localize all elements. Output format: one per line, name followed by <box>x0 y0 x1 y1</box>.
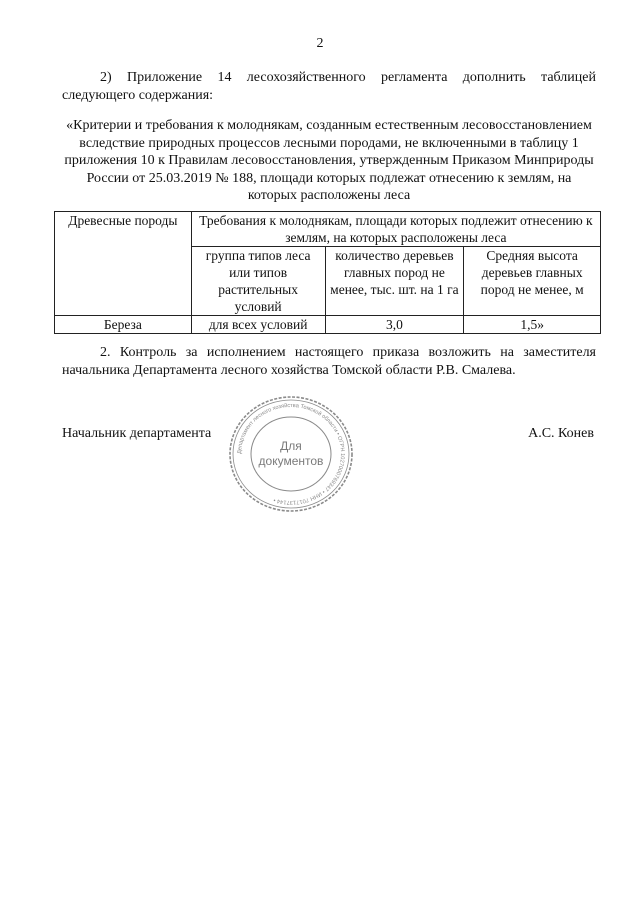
table-header-row <box>55 212 601 247</box>
subheader-mean-height: Средняя высота деревьев главных пород не менее, м <box>464 247 601 316</box>
subheader-tree-count: количество деревьев главных пород не менее, тыс. шт. на 1 га <box>325 247 464 316</box>
official-stamp <box>228 395 354 513</box>
cell-group: для всех условий <box>191 316 325 334</box>
item-2-paragraph <box>62 344 596 379</box>
stamp-center-line2: документов <box>258 454 324 468</box>
item-2-text: 2. Контроль за исполнением настоящего приказа возложить на заместителя начальника Департамента лесного хозяйства Томской области Р.В. Смалева. <box>62 345 596 378</box>
signer-title: Начальник департамента <box>62 426 212 441</box>
header-species: Древесные породы <box>55 212 192 316</box>
page-number: 2 <box>316 36 324 51</box>
requirements-table <box>54 211 601 334</box>
stamp-center-line1: Для <box>280 439 302 453</box>
item-1-paragraph <box>62 69 596 104</box>
stamp-ring-text: Департамент лесного хозяйства Томской области • ОГРН 1027000769347 • ИНН 7017137144 • <box>236 402 346 506</box>
header-requirements: Требования к молоднякам, площади которых подлежит отнесению к землям, на которых расположены леса <box>191 212 600 247</box>
subheader-forest-group: группа типов леса или типов растительных условий <box>191 247 325 316</box>
signer-name: А.С. Конев <box>528 426 594 441</box>
cell-count: 3,0 <box>325 316 464 334</box>
item-1-text: 2) Приложение 14 лесохозяйственного регламента дополнить таблицей следующего содержания: <box>62 70 596 103</box>
cell-height: 1,5» <box>464 316 601 334</box>
table-title: «Критерии и требования к молоднякам, созданным естественным лесовосстановлением вследствие природных процессов лесными породами, не включенными в таблицу 1 приложения 10 к Правилам лесовосстановления, утвержденным Приказом Минприроды России от 25.03.2019 № 188, площади которых подлежат отнесению к землям, на которых расположены леса <box>64 118 594 203</box>
table-row <box>55 316 601 334</box>
cell-species: Береза <box>55 316 192 334</box>
